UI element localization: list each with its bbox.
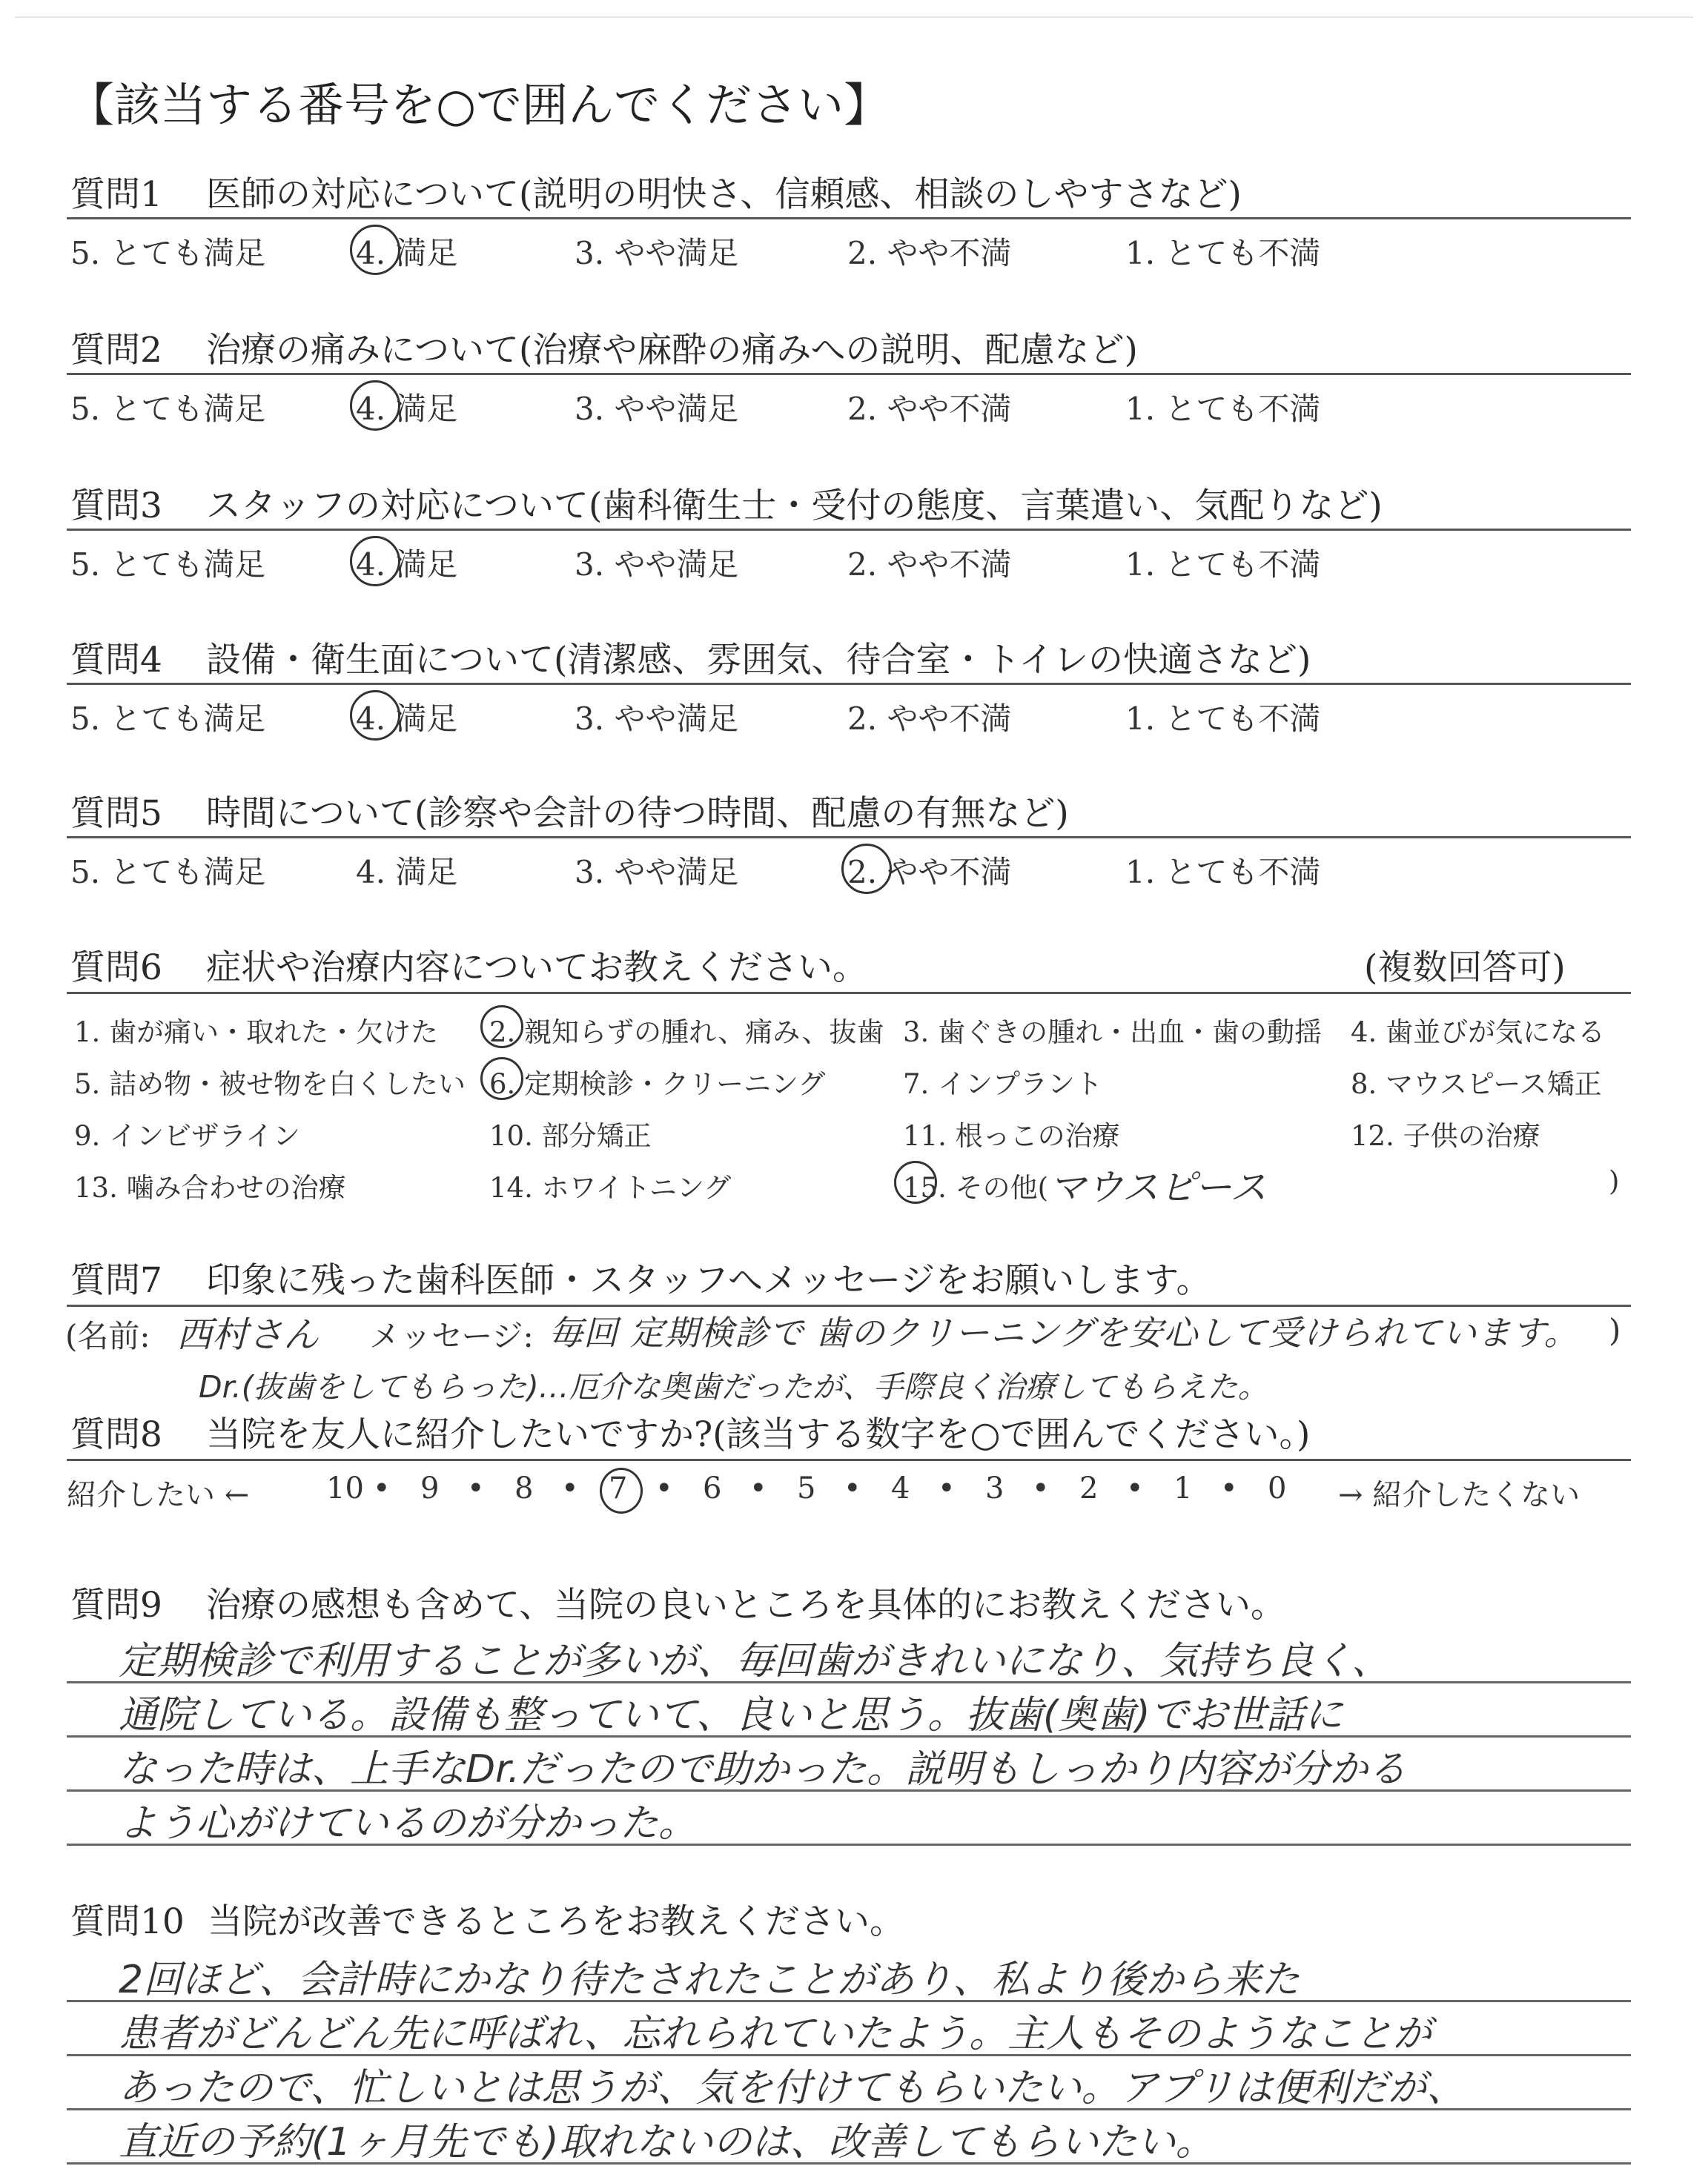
question-1-option-4[interactable]: 4. 満足 [356, 235, 458, 271]
q6-option-5[interactable]: 5. 詰め物・被せ物を白くしたい [74, 1068, 466, 1100]
question-4-option-3[interactable]: 3. やや満足 [575, 701, 739, 737]
q8-dot: • [938, 1471, 956, 1506]
q8-scale-8[interactable]: 8 [514, 1471, 534, 1506]
question-4-option-5[interactable]: 5. とても満足 [70, 701, 266, 737]
q10-text: 当院が改善できるところをお教えください。 [208, 1901, 904, 1942]
question-1-selected-circle [350, 225, 400, 275]
q10-answer-line: あったので、忙しいとは思うが、気を付けてもらいたい。アプリは便利だが、 [119, 2066, 1466, 2110]
q8-dot: • [373, 1471, 391, 1506]
q8-scale-7[interactable]: 7 [609, 1471, 628, 1506]
question-4-selected-circle [350, 690, 400, 741]
question-2-label: 質問2 [70, 330, 162, 371]
q9-answer-line: 通院している。設備も整っていて、良いと思う。抜歯(奥歯)でお世話に [119, 1693, 1343, 1738]
question-5-option-1[interactable]: 1. とても不満 [1125, 854, 1321, 890]
q8-dot: • [1126, 1471, 1144, 1506]
q8-dot: • [1032, 1471, 1050, 1506]
q6-label: 質問6 [70, 947, 162, 988]
q8-dot: • [749, 1471, 767, 1506]
q7-close-paren: ) [1609, 1312, 1621, 1348]
question-4-option-2[interactable]: 2. やや不満 [847, 701, 1012, 737]
q8-scale-10[interactable]: 10 [326, 1471, 364, 1506]
question-3-label: 質問3 [70, 486, 162, 526]
q6-text: 症状や治療内容についてお教えください。 [206, 947, 868, 988]
q9-answer-line: なった時は、上手なDr.だったので助かった。説明もしっかり内容が分かる [119, 1747, 1407, 1792]
page-title: 【該当する番号を○で囲んでください】 [68, 78, 890, 132]
q6-option-8[interactable]: 8. マウスピース矯正 [1351, 1068, 1602, 1100]
question-5-rule [67, 836, 1631, 838]
question-5-label: 質問5 [70, 793, 162, 834]
question-3-text: スタッフの対応について(歯科衛生士・受付の態度、言葉遣い、気配りなど) [206, 486, 1383, 526]
question-3-option-1[interactable]: 1. とても不満 [1125, 546, 1321, 583]
q6-selected-circle-15 [894, 1161, 937, 1204]
q8-right-label: → 紹介したくない [1338, 1478, 1580, 1512]
q6-option-9[interactable]: 9. インビザライン [74, 1120, 300, 1152]
q8-scale-5[interactable]: 5 [797, 1471, 816, 1506]
q6-option-2[interactable]: 2. 親知らずの腫れ、痛み、抜歯 [489, 1016, 884, 1048]
q8-scale-1[interactable]: 1 [1174, 1471, 1193, 1506]
q8-selected-circle [600, 1468, 643, 1514]
question-4-option-4[interactable]: 4. 満足 [356, 701, 458, 737]
q9-text: 治療の感想も含めて、当院の良いところを具体的にお教えください。 [206, 1585, 1286, 1626]
q6-option-6[interactable]: 6. 定期検診・クリーニング [489, 1068, 826, 1100]
q6-note: (複数回答可) [1364, 947, 1566, 988]
q8-dot: • [561, 1471, 579, 1506]
question-5-option-4[interactable]: 4. 満足 [356, 854, 458, 890]
q6-option-10[interactable]: 10. 部分矯正 [489, 1120, 652, 1152]
q7-name-label: (名前: [65, 1318, 150, 1354]
q6-option-4[interactable]: 4. 歯並びが気になる [1351, 1016, 1606, 1048]
question-1-rule [67, 217, 1631, 219]
q6-option-7[interactable]: 7. インプラント [903, 1068, 1103, 1100]
q7-message-value: 毎回 定期検診で 歯のクリーニングを安心して受けられています。 [549, 1313, 1579, 1353]
question-3-option-4[interactable]: 4. 満足 [356, 546, 458, 583]
q8-scale-9[interactable]: 9 [420, 1471, 440, 1506]
q10-label: 質問10 [70, 1901, 185, 1942]
question-2-selected-circle [350, 380, 400, 431]
q7-text: 印象に残った歯科医師・スタッフへメッセージをお願いします。 [206, 1260, 1211, 1301]
q8-dot: • [467, 1471, 485, 1506]
q8-rule [67, 1459, 1631, 1461]
q6-selected-circle-2 [480, 1005, 523, 1048]
question-2-option-3[interactable]: 3. やや満足 [575, 391, 739, 427]
q7-message-label: メッセージ: [369, 1318, 534, 1354]
question-5-selected-circle [841, 844, 892, 894]
q9-answer-line: よう心がけているのが分かった。 [119, 1801, 698, 1846]
question-3-option-5[interactable]: 5. とても満足 [70, 546, 266, 583]
question-1-option-3[interactable]: 3. やや満足 [575, 235, 739, 271]
question-3-selected-circle [350, 536, 400, 586]
question-5-text: 時間について(診察や会計の待つ時間、配慮の有無など) [206, 793, 1069, 834]
q6-option-3[interactable]: 3. 歯ぐきの腫れ・出血・歯の動揺 [903, 1016, 1323, 1048]
q8-scale-4[interactable]: 4 [891, 1471, 910, 1506]
question-5-option-3[interactable]: 3. やや満足 [575, 854, 739, 890]
question-2-text: 治療の痛みについて(治療や麻酔の痛みへの説明、配慮など) [206, 330, 1138, 371]
q10-answer-line: 直近の予約(1ヶ月先でも)取れないのは、改善してもらいたい。 [119, 2120, 1214, 2165]
q8-scale-6[interactable]: 6 [703, 1471, 722, 1506]
question-4-option-1[interactable]: 1. とても不満 [1125, 701, 1321, 737]
question-3-option-3[interactable]: 3. やや満足 [575, 546, 739, 583]
question-4-label: 質問4 [70, 640, 162, 680]
q7-name-value: 西村さん [176, 1314, 320, 1356]
question-2-option-5[interactable]: 5. とても満足 [70, 391, 266, 427]
question-4-rule [67, 683, 1631, 685]
q8-scale-0[interactable]: 0 [1268, 1471, 1287, 1506]
question-1-option-2[interactable]: 2. やや不満 [847, 235, 1012, 271]
q10-answer-line: 患者がどんどん先に呼ばれ、忘れられていたよう。主人もそのようなことが [119, 2012, 1432, 2056]
question-2-option-4[interactable]: 4. 満足 [356, 391, 458, 427]
q8-dot: • [1220, 1471, 1238, 1506]
q7-extra: Dr.(抜歯をしてもらった)…厄介な奥歯だったが、手際良く治療してもらえた。 [199, 1369, 1268, 1405]
q8-left-label: 紹介したい ← [67, 1478, 250, 1512]
q6-option-14[interactable]: 14. ホワイトニング [489, 1172, 732, 1204]
q6-option-16: ) [1609, 1165, 1620, 1197]
q7-label: 質問7 [70, 1260, 162, 1301]
q6-rule [67, 992, 1631, 994]
q6-option-1[interactable]: 1. 歯が痛い・取れた・欠けた [74, 1016, 439, 1048]
question-5-option-2[interactable]: 2. やや不満 [847, 854, 1012, 890]
q8-label: 質問8 [70, 1414, 162, 1455]
q8-text: 当院を友人に紹介したいですか?(該当する数字を○で囲んでください。) [206, 1414, 1311, 1455]
question-1-option-1[interactable]: 1. とても不満 [1125, 235, 1321, 271]
q6-option-12[interactable]: 12. 子供の治療 [1351, 1120, 1540, 1152]
question-2-option-2[interactable]: 2. やや不満 [847, 391, 1012, 427]
q6-option-15[interactable]: 15. その他( [903, 1172, 1049, 1204]
question-3-rule [67, 529, 1631, 531]
q6-selected-circle-6 [480, 1057, 523, 1100]
question-3-option-2[interactable]: 2. やや不満 [847, 546, 1012, 583]
q9-answer-line: 定期検診で利用することが多いが、毎回歯がきれいになり、気持ち良く、 [119, 1639, 1390, 1683]
question-1-option-5[interactable]: 5. とても満足 [70, 235, 266, 271]
q8-dot: • [655, 1471, 673, 1506]
q6-other-answer: マウスピース [1049, 1166, 1267, 1209]
question-2-option-1[interactable]: 1. とても不満 [1125, 391, 1321, 427]
q8-scale-3[interactable]: 3 [985, 1471, 1004, 1506]
q8-dot: • [844, 1471, 861, 1506]
question-1-label: 質問1 [70, 174, 162, 215]
question-5-option-5[interactable]: 5. とても満足 [70, 854, 266, 890]
question-4-text: 設備・衛生面について(清潔感、雰囲気、待合室・トイレの快適さなど) [206, 640, 1311, 680]
q6-option-11[interactable]: 11. 根っこの治療 [903, 1120, 1120, 1152]
q10-answer-line: 2回ほど、会計時にかなり待たされたことがあり、私より後から来た [119, 1958, 1300, 2002]
question-2-rule [67, 373, 1631, 375]
q6-option-13[interactable]: 13. 噛み合わせの治療 [74, 1172, 346, 1204]
q9-label: 質問9 [70, 1585, 162, 1626]
top-border [15, 16, 1693, 18]
q8-scale-2[interactable]: 2 [1079, 1471, 1099, 1506]
question-1-text: 医師の対応について(説明の明快さ、信頼感、相談のしやすさなど) [206, 174, 1242, 215]
